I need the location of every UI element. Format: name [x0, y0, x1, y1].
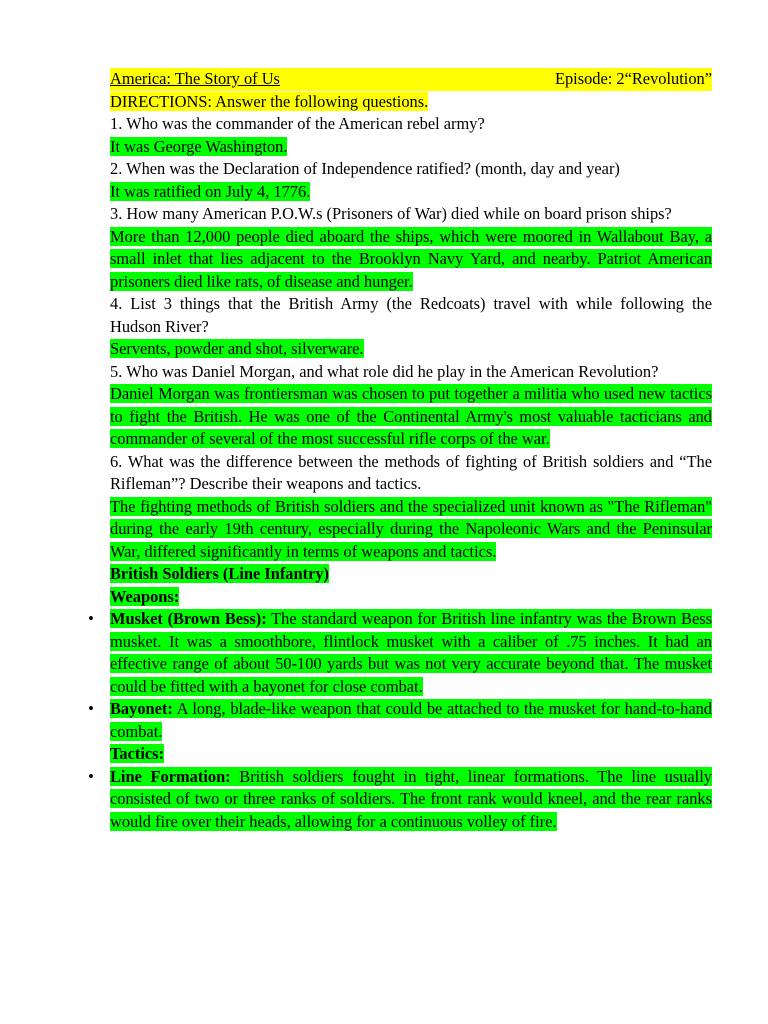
question-6: 6. What was the difference between the methods of fighting of British soldiers and “The Rifleman”? Describe their weapons and tactics.	[110, 451, 712, 493]
question-1: 1. Who was the commander of the American rebel army?	[110, 114, 485, 133]
directions-text: DIRECTIONS: Answer the following questions.	[110, 91, 429, 111]
question-2: 2. When was the Declaration of Independence ratified? (month, day and year)	[110, 159, 620, 178]
term-musket: Musket (Brown Bess):	[110, 609, 267, 628]
bullet-icon: •	[88, 609, 94, 628]
list-item-line-formation	[88, 766, 712, 834]
answer-6: The fighting methods of British soldiers and the specialized unit known as "The Rifleman" during the early 19th century, especially during the Napoleonic Wars and the Peninsular War, differed significantly in terms of weapons and tactics.	[110, 496, 712, 561]
list-item-bayonet	[88, 698, 712, 743]
bullet-icon: •	[88, 699, 94, 718]
question-4: 4. List 3 things that the British Army (the Redcoats) travel with while following the Hudson River?	[110, 294, 712, 336]
desc-musket: The standard weapon for British line infantry was the Brown Bess musket. It was a smoothbore, flintlock musket with a caliber of .75 inches. It had an effective range of about 50-100 yards but was not very accurate beyond that. The musket could be fitted with a bayonet for close combat.	[110, 609, 712, 696]
question-3: 3. How many American P.O.W.s (Prisoners of War) died while on board prison ships?	[110, 204, 672, 223]
list-item-musket	[88, 608, 712, 698]
tactics-heading: Tactics:	[110, 744, 165, 763]
episode-label: Episode: 2“Revolution”	[554, 69, 712, 88]
answer-2: It was ratified on July 4, 1776.	[110, 181, 311, 201]
section-heading: British Soldiers (Line Infantry)	[110, 564, 330, 583]
answer-4: Servents, powder and shot, silverware.	[110, 339, 364, 358]
document-title: America: The Story of Us	[110, 69, 280, 88]
bullet-icon: •	[88, 766, 94, 786]
term-bayonet: Bayonet:	[110, 699, 173, 718]
term-line-formation: Line Formation:	[110, 766, 231, 786]
desc-bayonet: A long, blade-like weapon that could be attached to the musket for hand-to-hand combat.	[110, 699, 712, 741]
answer-1: It was George Washington.	[110, 136, 288, 156]
weapons-heading: Weapons:	[110, 586, 180, 606]
answer-3: More than 12,000 people died aboard the ships, which were moored in Wallabout Bay, a small inlet that lies adjacent to the Brooklyn Navy Yard, and nearby. Patriot American prisoners died like rats, of disease and hunger.	[110, 226, 712, 291]
answer-5: Daniel Morgan was frontiersman was chosen to put together a militia who used new tactics to fight the British. He was one of the Continental Army's most valuable tacticians and commander of several of the most successful rifle corps of the war.	[110, 384, 712, 448]
desc-line-formation: British soldiers fought in tight, linear formations. The line usually consisted of two or three ranks of soldiers. The front rank would kneel, and the rear ranks would fire over their heads, allowing for a continuous volley of fire.	[110, 766, 712, 831]
document-header	[110, 68, 712, 91]
document-page	[88, 68, 712, 833]
question-5: 5. Who was Daniel Morgan, and what role did he play in the American Revolution?	[110, 361, 659, 381]
